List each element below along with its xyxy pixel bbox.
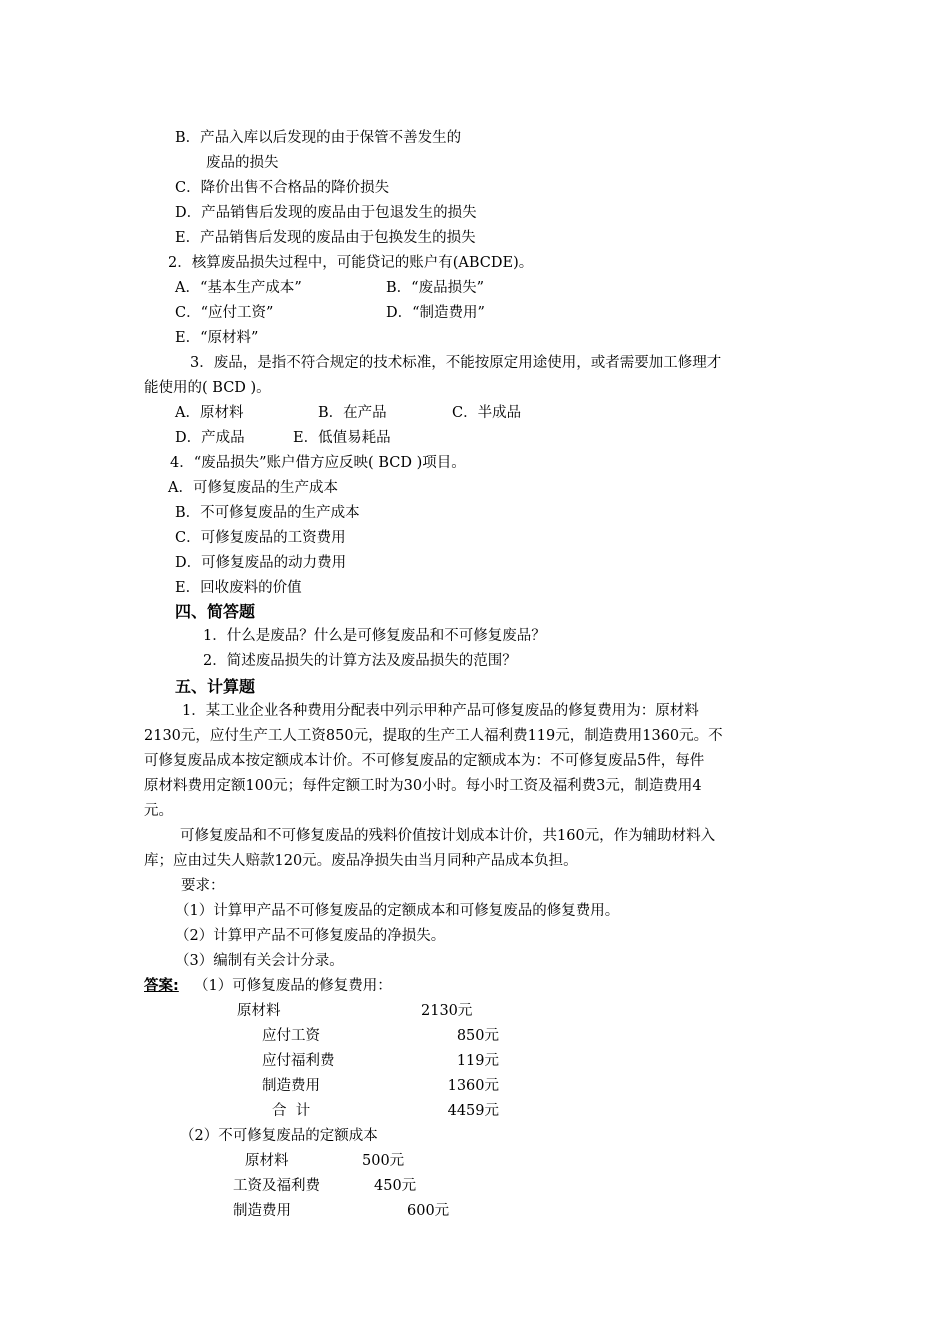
q2-option-c: C．“应付工资” bbox=[175, 305, 274, 321]
repair-item: 原材料 bbox=[237, 1003, 281, 1019]
quota-item: 原材料 bbox=[245, 1153, 289, 1169]
quota-amount: 450元 bbox=[374, 1178, 417, 1194]
q4-option-a: A．可修复废品的生产成本 bbox=[168, 480, 338, 496]
q1-option-b: B．产品入库以后发现的由于保管不善发生的 bbox=[175, 130, 462, 146]
repair-total-amount: 4459元 bbox=[447, 1103, 499, 1119]
q4-option-e: E．回收废料的价值 bbox=[175, 580, 302, 596]
q1-option-d: D．产品销售后发现的废品由于包退发生的损失 bbox=[175, 205, 477, 221]
repair-amount: 2130元 bbox=[421, 1003, 473, 1019]
q1-option-c: C．降价出售不合格品的降价损失 bbox=[175, 180, 390, 196]
repair-amount: 1360元 bbox=[447, 1078, 499, 1094]
q3-option-d: D．产成品 bbox=[175, 430, 245, 446]
short-answer-q2: 2．简述废品损失的计算方法及废品损失的范围？ bbox=[203, 653, 517, 669]
calc-paragraph-line: 可修复废品和不可修复废品的残料价值按计划成本计价，共160元，作为辅助材料入 bbox=[180, 828, 716, 844]
q3-option-b: B．在产品 bbox=[318, 405, 387, 421]
requirement-3: （3）编制有关会计分录。 bbox=[175, 953, 344, 969]
quota-item: 工资及福利费 bbox=[233, 1178, 320, 1194]
repair-amount: 850元 bbox=[456, 1028, 499, 1044]
quota-amount: 500元 bbox=[362, 1153, 405, 1169]
q4-option-d: D．可修复废品的动力费用 bbox=[175, 555, 347, 571]
repair-total-label: 合 计 bbox=[272, 1103, 311, 1119]
requirements-label: 要求： bbox=[181, 878, 225, 894]
answer-label: 答案: bbox=[144, 978, 179, 994]
q3-option-c: C．半成品 bbox=[452, 405, 522, 421]
answer-part2-title: （2）不可修复废品的定额成本 bbox=[180, 1128, 378, 1144]
calc-paragraph-line: 1．某工业企业各种费用分配表中列示甲种产品可修复废品的修复费用为：原材料 bbox=[182, 703, 699, 719]
q2-option-e: E．“原材料” bbox=[175, 330, 259, 346]
answer-part1-title: （1）可修复废品的修复费用： bbox=[194, 978, 392, 994]
q4-option-b: B．不可修复废品的生产成本 bbox=[175, 505, 360, 521]
q4-option-c: C．可修复废品的工资费用 bbox=[175, 530, 346, 546]
calc-paragraph-line: 元。 bbox=[144, 803, 173, 819]
q3-stem-continued: 能使用的( BCD )。 bbox=[144, 380, 271, 396]
q3-option-a: A．原材料 bbox=[175, 405, 244, 421]
quota-amount: 600元 bbox=[407, 1203, 450, 1219]
short-answer-q1: 1．什么是废品？什么是可修复废品和不可修复废品？ bbox=[203, 628, 546, 644]
q4-stem: 4．“废品损失”账户借方应反映( BCD )项目。 bbox=[170, 455, 466, 471]
calc-paragraph-line: 2130元，应付生产工人工资850元，提取的生产工人福利费119元，制造费用1360元。不 bbox=[144, 728, 723, 744]
calc-paragraph-line: 原材料费用定额100元；每件定额工时为30小时。每小时工资及福利费3元，制造费用4 bbox=[144, 778, 702, 794]
q2-stem: 2．核算废品损失过程中，可能贷记的账户有(ABCDE)。 bbox=[168, 255, 534, 271]
calc-paragraph-line: 库；应由过失人赔款120元。废品净损失由当月同种产品成本负担。 bbox=[144, 853, 578, 869]
q1-option-b-continued: 废品的损失 bbox=[206, 155, 279, 171]
requirement-1: （1）计算甲产品不可修复废品的定额成本和可修复废品的修复费用。 bbox=[175, 903, 620, 919]
requirement-2: （2）计算甲产品不可修复废品的净损失。 bbox=[175, 928, 446, 944]
section-heading-short-answer: 四、简答题 bbox=[175, 602, 256, 621]
q3-option-e: E．低值易耗品 bbox=[293, 430, 391, 446]
repair-item: 应付工资 bbox=[262, 1028, 320, 1044]
repair-amount: 119元 bbox=[456, 1053, 499, 1069]
q2-option-b: B．“废品损失” bbox=[386, 280, 484, 296]
repair-item: 应付福利费 bbox=[262, 1053, 335, 1069]
q3-stem: 3．废品，是指不符合规定的技术标准，不能按原定用途使用，或者需要加工修理才 bbox=[190, 355, 722, 371]
q2-option-a: A．“基本生产成本” bbox=[175, 280, 302, 296]
quota-item: 制造费用 bbox=[233, 1203, 291, 1219]
section-heading-calculation: 五、计算题 bbox=[175, 677, 256, 696]
calc-paragraph-line: 可修复废品成本按定额成本计价。不可修复废品的定额成本为：不可修复废品5件，每件 bbox=[144, 753, 705, 769]
repair-item: 制造费用 bbox=[262, 1078, 320, 1094]
q1-option-e: E．产品销售后发现的废品由于包换发生的损失 bbox=[175, 230, 476, 246]
q2-option-d: D．“制造费用” bbox=[386, 305, 485, 321]
